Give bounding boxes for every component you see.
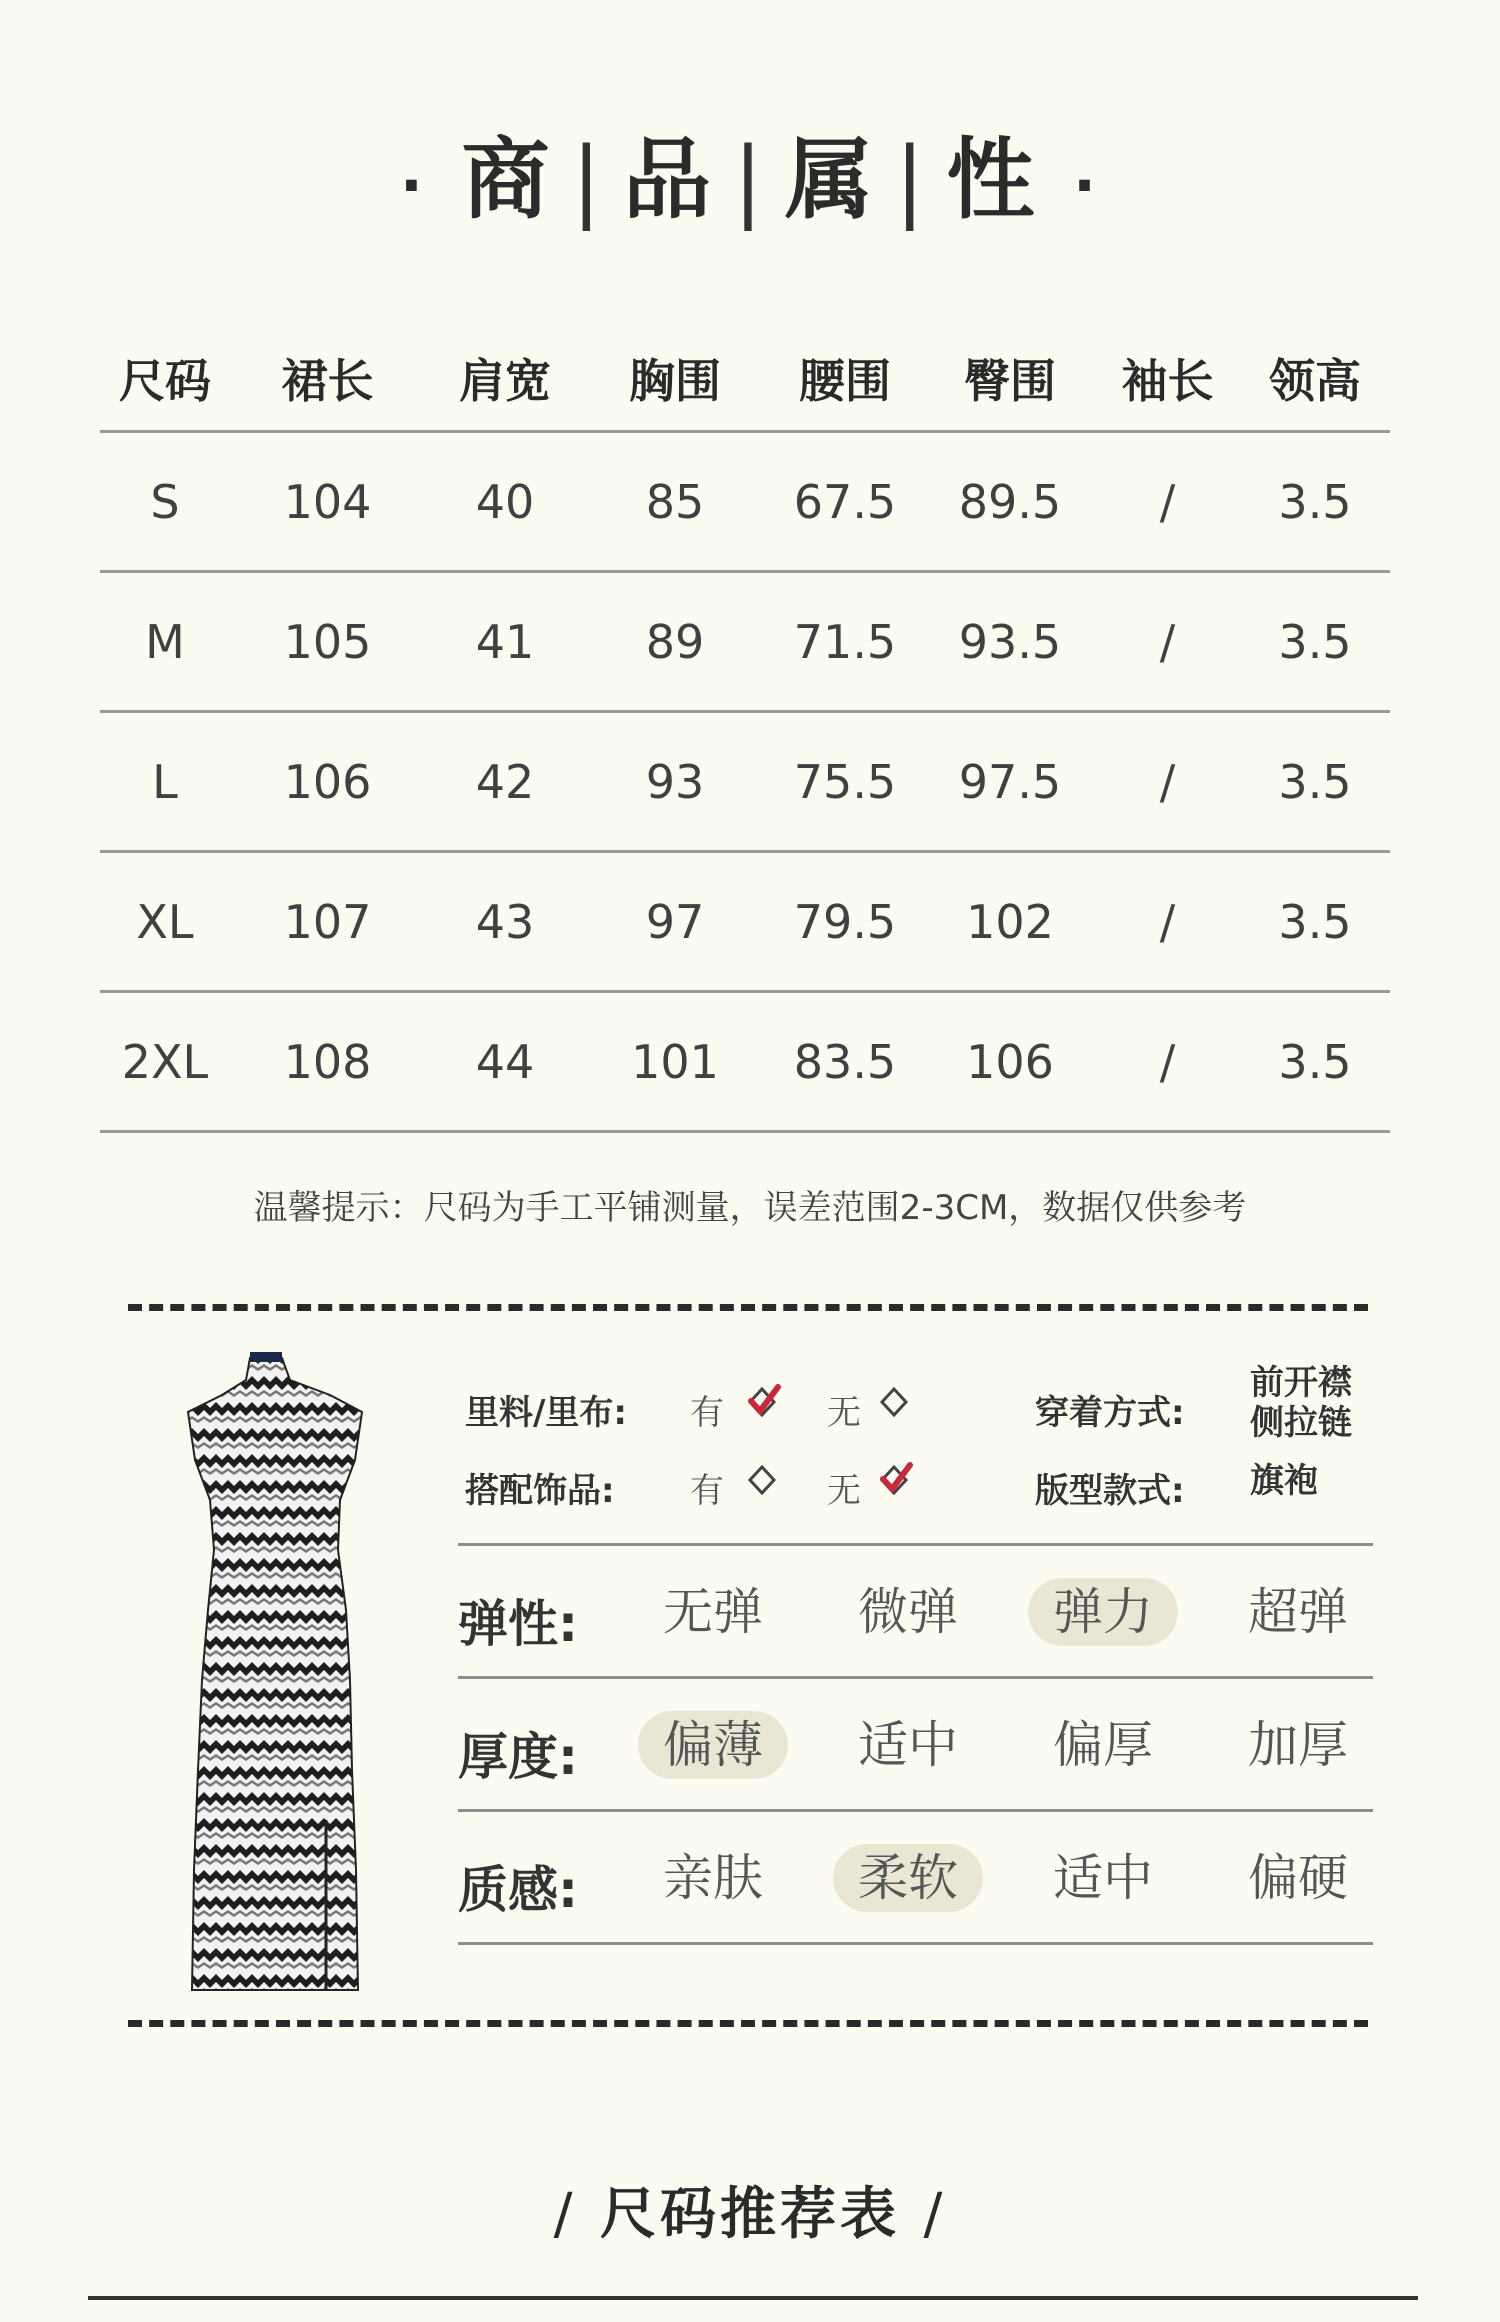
- table-cell: 3.5: [1278, 894, 1352, 949]
- table-cell: 83.5: [793, 1034, 897, 1089]
- table-cell: 3.5: [1278, 1034, 1352, 1089]
- lining-label: 里料/里布:: [465, 1393, 628, 1433]
- table-cell: S: [150, 474, 180, 529]
- wear-method-label: 穿着方式:: [1035, 1393, 1185, 1433]
- title-dot-right: ·: [1073, 151, 1100, 222]
- table-cell: 97.5: [958, 754, 1062, 809]
- table-cell: /: [1159, 614, 1176, 669]
- table-cell: 108: [283, 1034, 372, 1089]
- table-cell: 97: [645, 894, 705, 949]
- table-cell: 89: [645, 614, 705, 669]
- accessories-yes-option: 有: [690, 1471, 724, 1511]
- table-cell: /: [1159, 754, 1176, 809]
- table-cell: 43: [475, 894, 535, 949]
- table-cell: /: [1159, 1034, 1176, 1089]
- table-header: 腰围: [799, 353, 891, 408]
- table-cell: /: [1159, 894, 1176, 949]
- table-header: 尺码: [119, 353, 211, 408]
- accessories-no-option: 无: [827, 1471, 861, 1511]
- texture-option: 适中: [1053, 1849, 1153, 1907]
- elasticity-label: 弹性:: [458, 1595, 578, 1653]
- table-cell: 93: [645, 754, 705, 809]
- attribute-panel: [465, 1365, 1380, 1525]
- title-slash-left: /: [553, 2182, 577, 2247]
- thickness-label: 厚度:: [458, 1728, 578, 1786]
- texture-label: 质感:: [458, 1861, 578, 1919]
- table-cell: 102: [966, 894, 1054, 949]
- recommendation-title-text: 尺码推荐表: [600, 2182, 900, 2247]
- title-dot-left: ·: [400, 151, 427, 222]
- table-cell: 93.5: [958, 614, 1062, 669]
- thickness-row: [458, 1676, 1373, 1809]
- table-row: [100, 433, 1390, 573]
- title-char: 性: [946, 128, 1039, 231]
- checked-icon: [743, 1383, 781, 1421]
- table-row: [100, 853, 1390, 993]
- table-cell: 3.5: [1278, 754, 1352, 809]
- table-cell: 40: [475, 474, 535, 529]
- elasticity-option: 超弹: [1248, 1583, 1348, 1641]
- elasticity-option: 无弹: [663, 1583, 763, 1641]
- table-cell: 3.5: [1278, 614, 1352, 669]
- table-cell: 89.5: [958, 474, 1062, 529]
- table-header: 胸围: [629, 353, 721, 408]
- thickness-option-selected: 偏薄: [638, 1711, 788, 1779]
- thickness-option: 加厚: [1248, 1716, 1348, 1774]
- title-char: 属: [784, 128, 877, 231]
- texture-option: 偏硬: [1248, 1849, 1348, 1907]
- table-cell: 67.5: [793, 474, 897, 529]
- table-cell: 107: [283, 894, 372, 949]
- table-cell: /: [1159, 474, 1176, 529]
- elasticity-option-selected: 弹力: [1028, 1578, 1178, 1646]
- size-recommendation-title: [0, 2170, 1500, 2250]
- style-value: 旗袍: [1250, 1461, 1318, 1501]
- table-cell: 3.5: [1278, 474, 1352, 529]
- title-char: 品: [623, 128, 716, 231]
- table-cell: 105: [283, 614, 372, 669]
- table-cell: 104: [283, 474, 372, 529]
- wear-method-line1: 前开襟: [1250, 1363, 1352, 1403]
- table-cell: 106: [966, 1034, 1054, 1089]
- dashed-divider: [128, 2020, 1368, 2027]
- table-cell: 71.5: [793, 614, 897, 669]
- elasticity-option: 微弹: [858, 1583, 958, 1641]
- table-header-row: [100, 325, 1390, 433]
- table-row: [100, 993, 1390, 1133]
- texture-option-selected: 柔软: [833, 1844, 983, 1912]
- title-separator: |: [733, 128, 767, 231]
- wear-method-line2: 侧拉链: [1250, 1403, 1352, 1443]
- elasticity-row: [458, 1543, 1373, 1676]
- thickness-option: 偏厚: [1053, 1716, 1153, 1774]
- lining-no-option: 无: [827, 1393, 861, 1433]
- table-cell: L: [152, 754, 178, 809]
- title-char: 商: [461, 128, 554, 231]
- table-cell: 79.5: [793, 894, 897, 949]
- texture-row: [458, 1809, 1373, 1945]
- bottom-divider: [88, 2296, 1418, 2300]
- title-separator: |: [894, 128, 929, 231]
- table-header: 袖长: [1121, 353, 1214, 408]
- title-separator: |: [571, 128, 606, 231]
- page-title: [0, 110, 1500, 236]
- table-row: [100, 573, 1390, 713]
- table-header: 臀围: [964, 353, 1056, 408]
- lining-yes-option: 有: [690, 1393, 724, 1433]
- table-header: 领高: [1269, 353, 1361, 408]
- table-cell: 44: [475, 1034, 535, 1089]
- checked-icon: [875, 1461, 913, 1499]
- unchecked-icon: [743, 1461, 781, 1499]
- table-cell: 2XL: [121, 1034, 209, 1089]
- table-cell: 75.5: [793, 754, 897, 809]
- table-cell: 41: [475, 614, 535, 669]
- accessories-label: 搭配饰品:: [465, 1471, 615, 1511]
- table-header: 裙长: [281, 353, 374, 408]
- table-cell: XL: [136, 894, 194, 949]
- measurement-tip: 温馨提示：尺码为手工平铺测量，误差范围2-3CM，数据仅供参考: [253, 1188, 1247, 1228]
- dashed-divider: [128, 1304, 1368, 1311]
- table-row: [100, 713, 1390, 853]
- table-cell: 85: [645, 474, 705, 529]
- table-cell: M: [145, 614, 185, 669]
- qipao-dress-image: [150, 1350, 400, 2000]
- table-header: 肩宽: [459, 353, 551, 408]
- style-label: 版型款式:: [1035, 1471, 1185, 1511]
- size-table: [100, 325, 1390, 1133]
- table-cell: 101: [631, 1034, 719, 1089]
- thickness-option: 适中: [858, 1716, 958, 1774]
- texture-option: 亲肤: [663, 1849, 763, 1907]
- unchecked-icon: [875, 1383, 913, 1421]
- table-cell: 106: [283, 754, 372, 809]
- title-slash-right: /: [923, 2182, 947, 2247]
- table-cell: 42: [475, 754, 535, 809]
